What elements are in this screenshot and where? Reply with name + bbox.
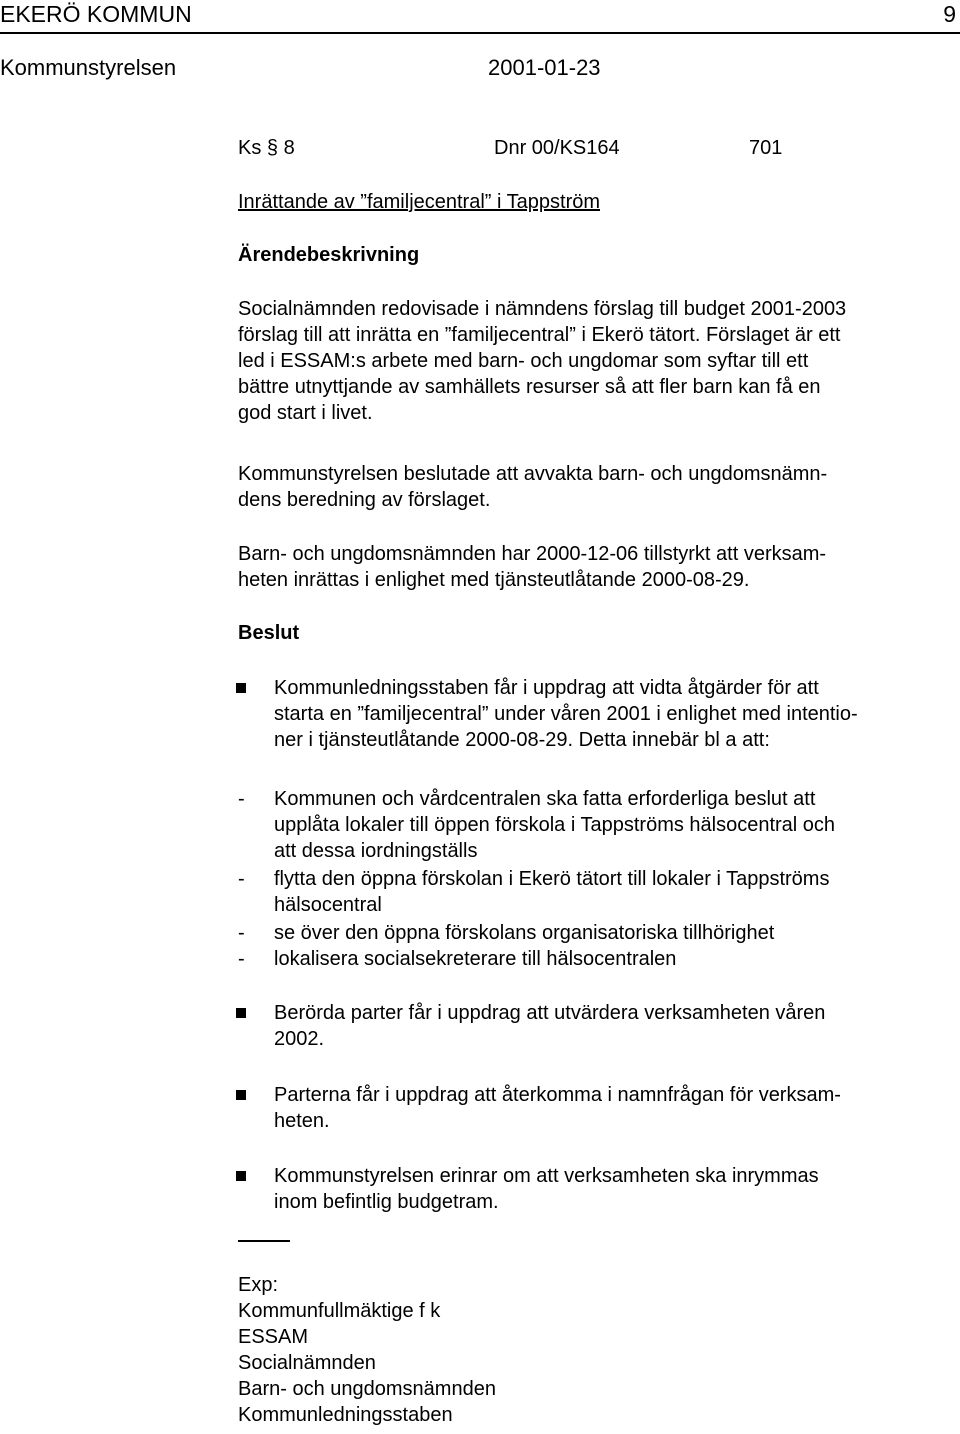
dash-marker: - xyxy=(238,948,245,970)
text-line: Barn- och ungdomsnämnden har 2000-12-06 tillstyrkt att verksam- xyxy=(238,543,827,565)
square-bullet-icon xyxy=(236,1008,246,1018)
text-line: att dessa iordningställs xyxy=(274,840,478,862)
exp-label: Exp: xyxy=(238,1274,279,1296)
recipient: Barn- och ungdomsnämnden xyxy=(238,1378,496,1400)
text-line: Socialnämnden redovisade i nämndens förslag till budget 2001-2003 xyxy=(238,298,847,320)
text-line: heten. xyxy=(274,1110,330,1132)
square-bullet-icon xyxy=(236,1171,246,1181)
text-line: flytta den öppna förskolan i Ekerö tätort till lokaler i Tappströms xyxy=(274,868,830,890)
page-number: 9 xyxy=(943,1,956,27)
text-line: 2002. xyxy=(274,1028,325,1050)
paragraph-bun-decision xyxy=(238,541,938,593)
text-line: bättre utnyttjande av samhällets resurser så att fler barn kan få en xyxy=(238,376,821,398)
text-line: lokalisera socialsekreterare till hälsocentralen xyxy=(274,948,677,970)
paragraph-ks-decision xyxy=(238,461,938,513)
page-header xyxy=(0,0,960,84)
text-line: Kommunstyrelsen beslutade att avvakta barn- och ungdomsnämn- xyxy=(238,463,828,485)
square-bullet-icon xyxy=(236,683,246,693)
case-number: Dnr 00/KS164 xyxy=(494,137,620,159)
dash-marker: - xyxy=(238,788,245,810)
case-code: 701 xyxy=(749,137,783,159)
text-line: inom befintlig budgetram. xyxy=(274,1191,499,1213)
department-name: Kommunstyrelsen xyxy=(0,55,177,80)
case-title: Inrättande av ”familjecentral” i Tappström xyxy=(238,191,601,213)
dash-marker: - xyxy=(238,922,245,944)
recipient: Socialnämnden xyxy=(238,1352,376,1374)
text-line: led i ESSAM:s arbete med barn- och ungdomar som syftar till ett xyxy=(238,350,809,372)
text-line: starta en ”familjecentral” under våren 2001 i enlighet med intentio- xyxy=(274,703,858,725)
organization-name: EKERÖ KOMMUN xyxy=(0,1,192,27)
paragraph-background xyxy=(238,296,938,426)
recipient: Kommunledningsstaben xyxy=(238,1404,453,1426)
header-divider xyxy=(0,32,960,34)
meeting-date: 2001-01-23 xyxy=(488,55,601,80)
text-line: Kommunstyrelsen erinrar om att verksamheten ska inrymmas xyxy=(274,1165,819,1187)
text-line: se över den öppna förskolans organisatoriska tillhörighet xyxy=(274,922,775,944)
recipient: ESSAM xyxy=(238,1326,309,1348)
text-line: Kommunen och vårdcentralen ska fatta erforderliga beslut att xyxy=(274,788,816,810)
text-line: Kommunledningsstaben får i uppdrag att vidta åtgärder för att xyxy=(274,677,819,699)
text-line: heten inrättas i enlighet med tjänsteutlåtande 2000-08-29. xyxy=(238,569,750,591)
dash-marker: - xyxy=(238,868,245,890)
section-heading-arendebeskrivning: Ärendebeskrivning xyxy=(238,244,420,266)
text-line: upplåta lokaler till öppen förskola i Tappströms hälsocentral och xyxy=(274,814,836,836)
section-heading-beslut: Beslut xyxy=(238,622,300,644)
text-line: god start i livet. xyxy=(238,402,373,424)
text-line: förslag till att inrätta en ”familjecentral” i Ekerö tätort. Förslaget är ett xyxy=(238,324,841,346)
text-line: dens beredning av förslaget. xyxy=(238,489,491,511)
text-line: hälsocentral xyxy=(274,894,382,916)
distribution-list xyxy=(238,1272,938,1428)
text-line: Parterna får i uppdrag att återkomma i namnfrågan för verksam- xyxy=(274,1084,841,1106)
text-line: Berörda parter får i uppdrag att utvärdera verksamheten våren xyxy=(274,1002,826,1024)
bullet-text xyxy=(274,675,934,753)
separator-rule xyxy=(238,1240,290,1242)
text-line: ner i tjänsteutlåtande 2000-08-29. Detta innebär bl a att: xyxy=(274,729,770,751)
recipient: Kommunfullmäktige f k xyxy=(238,1300,441,1322)
paragraph-ref: Ks § 8 xyxy=(238,137,295,159)
square-bullet-icon xyxy=(236,1090,246,1100)
